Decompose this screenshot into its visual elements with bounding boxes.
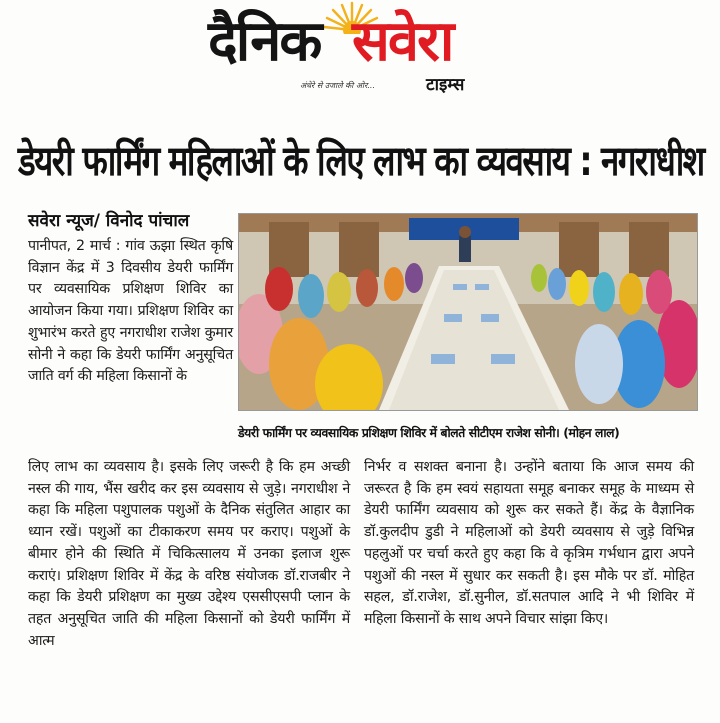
logo-savera: सवेरा [352, 9, 453, 74]
article-column-2: निर्भर व सशक्त बनाना है। उन्होंने बताया कि आज समय की जरूरत है कि हम स्वयं सहायता समूह बनाकर समूह के माध्यम से डेयरी फार्मिंग व्यवसाय को शुरू कर सकते हैं। केंद्र के वैज्ञानिक डॉ.कुलदीप डुडी ने महिलाओं को डेयरी व्यवसाय से जुड़े विभिन्न पहलुओं पर चर्चा करते हुए कहा कि वे कृत्रिम गर्भधान द्वारा अपने पशुओं की नस्ल में सुधार कर सकती है। इस मौके पर डॉ. मोहित सहल, डॉ.राजेश, डॉ.सुनील, डॉ.सतपाल आदि ने भी शिविर में महिला किसानों के साथ अपने विचार सांझा किए। [364, 459, 694, 627]
logo-times: टाइम्स [426, 75, 465, 95]
news-photo [238, 213, 698, 411]
logo-dainik: दैनिक [208, 9, 321, 74]
logo-tagline: अंधेरे से उजाले की ओर... [300, 81, 376, 90]
masthead [0, 0, 720, 110]
article-intro: पानीपत, 2 मार्च : गांव ऊझा स्थित कृषि विज्ञान केंद्र में 3 दिवसीय डेयरी फार्मिंग पर व्यवसायिक प्रशिक्षण शिविर का आयोजन किया गया। प्रशिक्षण शिविर का शुभारंभ करते हुए नगराधीश राजेश कुमार सोनी ने कहा कि डेयरी फार्मिंग अनुसूचित जाति वर्ग की महिला किसानों के [28, 238, 233, 385]
byline: सवेरा न्यूज/ विनोद पांचाल [28, 211, 190, 231]
training-session-photo [239, 214, 697, 410]
article-column-1: लिए लाभ का व्यवसाय है। इसके लिए जरूरी है कि हम अच्छी नस्ल की गाय, भैंस खरीद कर इस व्यवसाय से जुड़े। नगराधीश ने कहा कि महिला पशुपालक पशुओं के दैनिक संतुलित आहार का ध्यान रखें। पशुओं का टीकाकरण समय पर कराए। पशुओं के बीमार होने की स्थिति में चिकित्सालय में उनका इलाज शुरू कराएं। प्रशिक्षण शिविर में केंद्र के वरिष्ठ संयोजक डॉ.राजबीर ने कहा कि डेयरी प्रशिक्षण का मुख्य उद्देश्य एससीएसपी प्लान के तहत अनुसूचित जाति की महिला किसानों को डेयरी फार्मिंग में आत्म [28, 459, 350, 649]
headline: डेयरी फार्मिंग महिलाओं के लिए लाभ का व्यवसाय : नगराधीश [18, 136, 704, 185]
photo-caption: डेयरी फार्मिंग पर व्यवसायिक प्रशिक्षण शिविर में बोलते सीटीएम राजेश सोनी। (मोहन लाल) [238, 426, 620, 440]
